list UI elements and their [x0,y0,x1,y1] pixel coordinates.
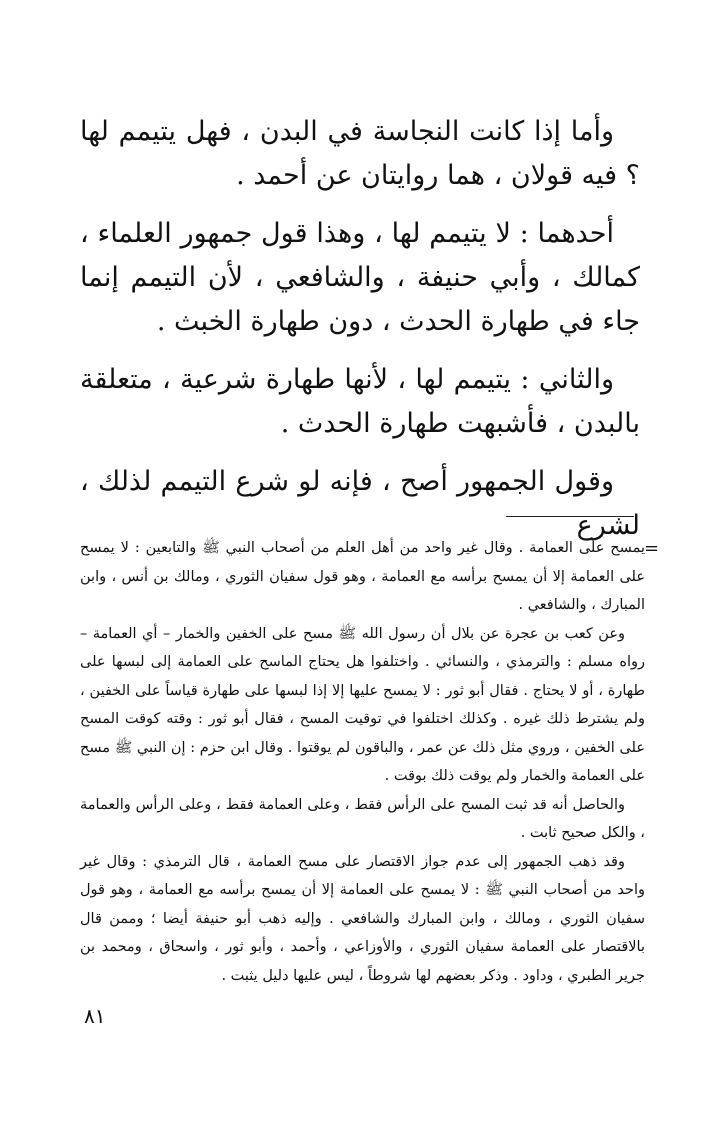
footnote-paragraph-1: يمسح على العمامة . وقال غير واحد من أهل العلم من أصحاب النبي ﷺ والتابعين : لا يمسح على العمامة إلا أن يمسح برأسه مع العمامة ، وهو قول سفيان الثوري ، ومالك بن أنس ، وابن المبارك ، والشافعي . [80,540,645,613]
footnotes [80,534,645,990]
main-paragraph-2: أحدهما : لا يتيمم لها ، وهذا قول جمهور العلماء ، كمالك ، وأبي حنيفة ، والشافعي ، لأن التيمم إنما جاء في طهارة الحدث ، دون طهارة الخبث . [80,218,640,337]
main-paragraph-1: وأما إذا كانت النجاسة في البدن ، فهل يتيمم لها ؟ فيه قولان ، هما روايتان عن أحمد . [80,116,640,191]
page-number: ٨١ [84,1004,106,1028]
main-text [80,110,640,562]
footnote-paragraph-2: وعن كعب بن عجرة عن بلال أن رسول الله ﷺ مسح على الخفين والخمار – أي العمامة – رواه مسلم : والترمذي ، والنسائي . واختلفوا هل يحتاج الماسح على العمامة إلى لبسها على طهارة ، أو لا يحتاج . فقال أبو ثور : لا يمسح عليها إلا إذا لبسها على طهارة قياساً على الخفين ، ولم يشترط ذلك غيره . وكذلك اختلفوا في توقيت المسح ، فقال أبو ثور : وقته كوقت المسح على الخفين ، وروي مثل ذلك عن عمر ، والباقون لم يوقتوا . وقال ابن حزم : إن النبي ﷺ مسح على العمامة والخمار ولم يوقت ذلك بوقت . [80,625,645,784]
footnote-paragraph-3: والحاصل أنه قد ثبت المسح على الرأس فقط ، وعلى العمامة فقط ، وعلى الرأس والعمامة ، والكل صحيح ثابت . [80,796,645,841]
main-paragraph-4: وقول الجمهور أصح ، فإنه لو شرع التيمم لذلك ، لشرع [80,466,640,541]
main-paragraph-3: والثاني : يتيمم لها ، لأنها طهارة شرعية ، متعلقة بالبدن ، فأشبهت طهارة الحدث . [80,364,640,439]
footnote-separator [506,516,634,517]
footnote-continuation-mark: = [644,538,660,559]
footnote-paragraph-4: وقد ذهب الجمهور إلى عدم جواز الاقتصار على مسح العمامة ، قال الترمذي : وقال غير واحد من أصحاب النبي ﷺ : لا يمسح على العمامة إلا أن يمسح برأسه مع العمامة ، وهو قول سفيان الثوري ، ومالك ، وابن المبارك والشافعي . وإليه ذهب أبو حنيفة أيضا ؛ وممن قال بالاقتصار على العمامة سفيان الثوري ، والأوزاعي ، وأحمد ، وأبو ثور ، واسحاق ، ومحمد بن جرير الطبري ، وداود . وذكر بعضهم لها شروطاً ، ليس عليها دليل يثبت . [80,853,645,984]
